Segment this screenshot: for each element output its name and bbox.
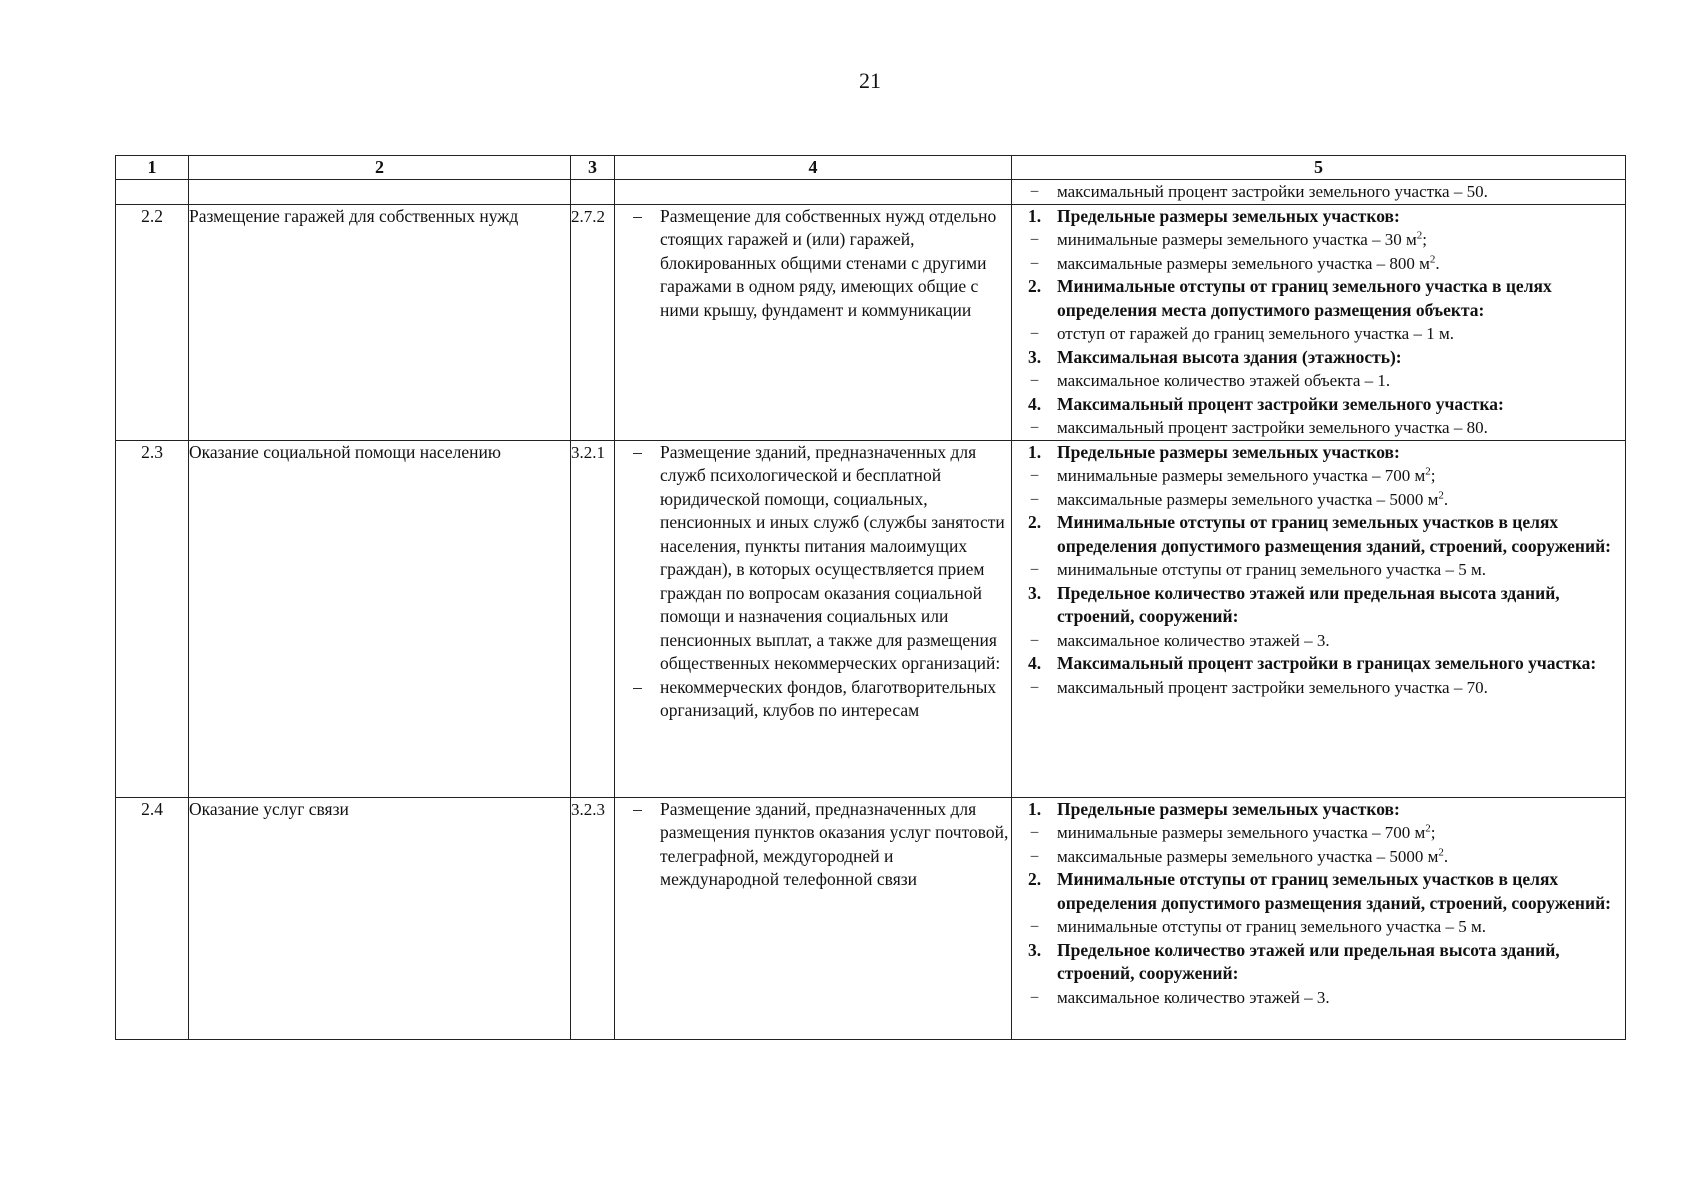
continuation-row — [116, 180, 1626, 205]
param-text: максимальные размеры земельного участка – 5000 м — [1057, 846, 1439, 866]
param-text: Предельные размеры земельных участков: — [1057, 441, 1400, 462]
param-text-wrap — [1057, 205, 1625, 229]
param-text-wrap — [1057, 322, 1625, 346]
param-text: минимальные размеры земельного участка – 30 м — [1057, 230, 1417, 249]
use-description — [615, 204, 1012, 440]
dash-marker: – — [1030, 988, 1039, 1005]
heading-number: 2. — [1027, 512, 1042, 532]
param-bullet — [1012, 464, 1625, 488]
param-text: минимальные размеры земельного участка – 700 м — [1057, 823, 1426, 842]
dash-marker: – — [1030, 918, 1039, 934]
heading-number: 3. — [1027, 582, 1042, 603]
param-text: максимальный процент застройки земельного участка – 70. — [1057, 677, 1488, 697]
param-heading — [1012, 798, 1625, 822]
param-bullet — [1012, 915, 1625, 939]
superscript: 2 — [1425, 465, 1431, 478]
dash-marker: – — [1030, 490, 1039, 507]
dash-marker: – — [1030, 325, 1039, 341]
param-text-wrap — [1057, 369, 1625, 393]
superscript: 2 — [1438, 488, 1444, 501]
heading-number: 1. — [1027, 441, 1042, 462]
dash-marker: – — [1030, 231, 1039, 247]
param-text-wrap — [1057, 845, 1625, 869]
param-bullet — [1012, 416, 1625, 440]
param-bullet — [1012, 228, 1625, 252]
param-bullet — [1012, 369, 1625, 393]
param-text: Максимальная высота здания (этажность): — [1057, 346, 1402, 367]
param-bullet — [1012, 629, 1625, 653]
description-text: Размещение для собственных нужд отдельно стоящих гаражей и (или) гаражей, блокированных общими стенами с другими гаражами в одном ряду, имеющих общие с ними крышу, фундамент и коммуникации — [660, 205, 997, 320]
superscript: 2 — [1438, 845, 1444, 858]
param-bullet — [1012, 676, 1625, 700]
param-bullet — [1012, 558, 1625, 582]
column-number-2: 2 — [189, 156, 571, 180]
table-row — [116, 797, 1626, 1039]
column-number-1: 1 — [116, 156, 189, 180]
use-code: 3.2.3 — [571, 797, 615, 1039]
param-heading — [1012, 652, 1625, 676]
description-item — [615, 676, 1011, 723]
param-text-wrap — [1057, 488, 1625, 512]
param-text: максимальный процент застройки земельного участка – 50. — [1057, 182, 1488, 201]
land-use-table — [115, 155, 1626, 1040]
param-heading — [1012, 582, 1625, 629]
column-number-3: 3 — [571, 156, 615, 180]
param-heading — [1012, 511, 1625, 558]
heading-number: 1. — [1027, 798, 1042, 819]
param-heading — [1012, 205, 1625, 229]
param-punctuation: ; — [1430, 466, 1436, 485]
use-code: 3.2.1 — [571, 440, 615, 797]
continuation-cell-4 — [615, 180, 1012, 205]
param-text: минимальные размеры земельного участка – 700 м — [1057, 466, 1426, 485]
dash-marker: – — [1030, 678, 1039, 695]
dash-marker: – — [633, 798, 642, 819]
dash-marker: – — [633, 441, 642, 462]
table-row — [116, 440, 1626, 797]
param-text-wrap — [1057, 798, 1625, 822]
description-text: Размещение зданий, предназначенных для размещения пунктов оказания услуг почтовой, телеграфной, междугородней и международной телефонной связи — [660, 798, 1009, 889]
param-bullet — [1012, 986, 1625, 1010]
param-text-wrap — [1057, 441, 1625, 465]
table-row — [116, 204, 1626, 440]
column-number-header-row — [116, 156, 1626, 180]
param-text: максимальное количество этажей – 3. — [1057, 987, 1330, 1007]
superscript: 2 — [1429, 252, 1436, 265]
param-text-wrap — [1057, 821, 1625, 845]
param-text: Минимальные отступы от границ земельных участков в целях определения допустимого размещения зданий, строений, сооружений: — [1057, 869, 1611, 913]
dash-marker: – — [1030, 467, 1039, 483]
param-punctuation: . — [1443, 846, 1449, 866]
param-text-wrap — [1057, 582, 1625, 629]
param-text-wrap — [1057, 393, 1625, 417]
param-text: минимальные отступы от границ земельного участка – 5 м. — [1057, 560, 1486, 579]
param-text-wrap — [1057, 986, 1625, 1010]
param-text: максимальные размеры земельного участка – 5000 м — [1057, 489, 1439, 509]
param-heading — [1012, 346, 1625, 370]
use-name: Оказание услуг связи — [189, 797, 571, 1039]
param-text-wrap — [1057, 275, 1625, 322]
param-text: Предельные размеры земельных участков: — [1057, 798, 1400, 819]
param-text: максимальное количество этажей – 3. — [1057, 630, 1330, 650]
param-text-wrap — [1057, 915, 1625, 939]
page-number: 21 — [859, 68, 881, 93]
dash-marker: – — [1030, 631, 1039, 648]
param-bullet — [1012, 252, 1625, 276]
column-number-5: 5 — [1012, 156, 1626, 180]
dash-marker: – — [1030, 183, 1039, 199]
heading-number: 4. — [1027, 653, 1042, 673]
use-description — [615, 440, 1012, 797]
column-number-4: 4 — [615, 156, 1012, 180]
heading-number: 2. — [1027, 869, 1042, 889]
superscript: 2 — [1425, 822, 1431, 835]
param-text: минимальные отступы от границ земельного участка – 5 м. — [1057, 917, 1486, 936]
param-punctuation: . — [1443, 489, 1449, 509]
description-item — [615, 441, 1011, 676]
param-bullet — [1012, 845, 1625, 869]
param-text: Максимальный процент застройки земельного участка: — [1057, 393, 1504, 414]
continuation-params-cell — [1012, 180, 1626, 205]
row-number: 2.2 — [116, 204, 189, 440]
param-text-wrap — [1057, 868, 1625, 915]
continuation-cell-3 — [571, 180, 615, 205]
param-text-wrap — [1057, 676, 1625, 700]
param-text: максимальное количество этажей объекта – 1. — [1057, 371, 1391, 390]
heading-number: 3. — [1027, 346, 1042, 367]
param-heading — [1012, 868, 1625, 915]
use-parameters — [1012, 204, 1626, 440]
param-text: Предельное количество этажей или предельная высота зданий, строений, сооружений: — [1057, 939, 1560, 983]
param-punctuation: ; — [1430, 823, 1436, 842]
param-heading — [1012, 275, 1625, 322]
use-parameters — [1012, 440, 1626, 797]
param-text-wrap — [1057, 346, 1625, 370]
description-item — [615, 798, 1011, 892]
superscript: 2 — [1416, 229, 1423, 242]
use-name: Размещение гаражей для собственных нужд — [189, 204, 571, 440]
param-bullet — [1012, 488, 1625, 512]
param-text-wrap — [1057, 652, 1625, 676]
param-heading — [1012, 441, 1625, 465]
heading-number: 3. — [1027, 939, 1042, 960]
param-text: отступ от гаражей до границ земельного участка – 1 м. — [1057, 324, 1454, 343]
heading-number: 2. — [1027, 276, 1042, 296]
description-item — [615, 205, 1011, 323]
param-text-wrap — [1057, 629, 1625, 653]
param-text: максимальные размеры земельного участка – 800 м — [1057, 253, 1430, 273]
dash-marker: – — [1030, 824, 1039, 840]
continuation-cell-2 — [189, 180, 571, 205]
param-heading — [1012, 393, 1625, 417]
param-heading — [1012, 939, 1625, 986]
use-name: Оказание социальной помощи населению — [189, 440, 571, 797]
use-description — [615, 797, 1012, 1039]
param-punctuation: . — [1435, 253, 1440, 273]
description-text: Размещение зданий, предназначенных для служб психологической и бесплатной юридической помощи, социальных, пенсионных и иных служб (службы занятости населения, пункты питания малоимущих граждан), в которых осуществляется прием граждан по вопросам оказания социальной помощи и назначения социальных или пенсионных выплат, а также для размещения общественных некоммерческих организаций: — [660, 441, 1005, 673]
param-bullet — [1012, 821, 1625, 845]
param-text: Предельное количество этажей или предельная высота зданий, строений, сооружений: — [1057, 582, 1560, 626]
param-text-wrap — [1057, 416, 1625, 440]
param-text: максимальный процент застройки земельного участка – 80. — [1057, 418, 1488, 437]
param-bullet — [1012, 180, 1625, 204]
continuation-cell-1 — [116, 180, 189, 205]
param-text: Максимальный процент застройки в границах земельного участка: — [1057, 653, 1597, 673]
param-text: Предельные размеры земельных участков: — [1057, 205, 1400, 226]
dash-marker: – — [1030, 847, 1039, 864]
dash-marker: – — [1030, 372, 1039, 388]
param-text-wrap — [1057, 228, 1625, 252]
dash-marker: – — [633, 205, 642, 226]
heading-number: 1. — [1027, 205, 1042, 226]
heading-number: 4. — [1027, 393, 1042, 414]
param-text-wrap — [1057, 511, 1625, 558]
dash-marker: – — [633, 676, 642, 697]
param-text: Минимальные отступы от границ земельных участков в целях определения допустимого размещения зданий, строений, сооружений: — [1057, 512, 1611, 556]
param-punctuation: ; — [1422, 230, 1427, 249]
dash-marker: – — [1030, 254, 1039, 271]
dash-marker: – — [1030, 419, 1039, 435]
description-text: некоммерческих фондов, благотворительных организаций, клубов по интересам — [660, 676, 997, 720]
param-text: Минимальные отступы от границ земельного участка в целях определения места допустимого размещения объекта: — [1057, 276, 1552, 320]
param-text-wrap — [1057, 252, 1625, 276]
use-parameters — [1012, 797, 1626, 1039]
row-number: 2.3 — [116, 440, 189, 797]
param-bullet — [1012, 322, 1625, 346]
param-text-wrap — [1057, 558, 1625, 582]
use-code: 2.7.2 — [571, 204, 615, 440]
dash-marker: – — [1030, 561, 1039, 577]
param-text-wrap — [1057, 464, 1625, 488]
param-text-wrap — [1057, 939, 1625, 986]
row-number: 2.4 — [116, 797, 189, 1039]
